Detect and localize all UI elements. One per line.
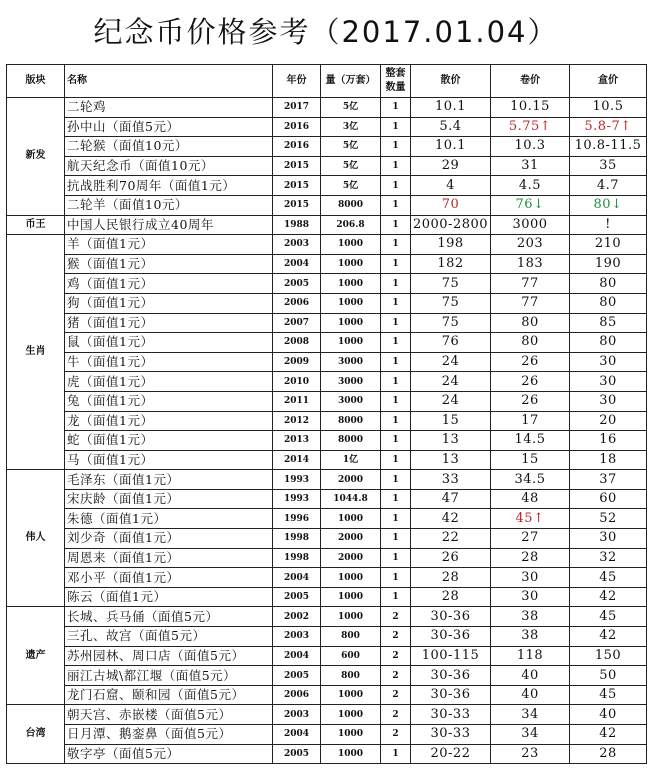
box-price-cell: 45 [570, 568, 647, 588]
box-price-cell: 80↓ [570, 195, 647, 215]
coin-name-cell: 孙中山（面值5元） [65, 117, 273, 137]
set-count-cell: 1 [381, 509, 411, 529]
quantity-cell: 1000 [321, 587, 381, 607]
table-row [7, 725, 647, 745]
year-cell: 2003 [273, 235, 321, 255]
loose-price-cell: 26 [411, 548, 491, 568]
set-count-cell: 2 [381, 705, 411, 725]
year-cell: 2006 [273, 685, 321, 705]
header-box-price: 盒价 [570, 65, 647, 98]
year-cell: 2007 [273, 313, 321, 333]
set-count-cell: 1 [381, 274, 411, 294]
year-cell: 1988 [273, 215, 321, 235]
box-price-cell: 10.8-11.5 [570, 137, 647, 157]
loose-price-cell: 30-36 [411, 607, 491, 627]
quantity-cell: 3000 [321, 372, 381, 392]
box-price-cell: 42 [570, 725, 647, 745]
header-quantity: 量（万套） [321, 65, 381, 98]
coin-name-cell: 朝天宫、赤嵌楼（面值5元） [65, 705, 273, 725]
year-cell: 2015 [273, 195, 321, 215]
box-price-cell: 35 [570, 156, 647, 176]
coin-name-cell: 陈云（面值1元） [65, 587, 273, 607]
coin-name-cell: 苏州园林、周口店（面值5元） [65, 646, 273, 666]
coin-name-cell: 猴（面值1元） [65, 254, 273, 274]
coin-name-cell: 邓小平（面值1元） [65, 568, 273, 588]
set-count-cell: 1 [381, 587, 411, 607]
quantity-cell: 800 [321, 666, 381, 686]
year-cell: 2004 [273, 646, 321, 666]
box-price-cell: 5.8-7↑ [570, 117, 647, 137]
set-count-cell: 2 [381, 666, 411, 686]
quantity-cell: 3000 [321, 391, 381, 411]
table-row [7, 587, 647, 607]
year-cell: 2005 [273, 587, 321, 607]
quantity-cell: 1000 [321, 725, 381, 745]
roll-price-cell: 4.5 [491, 176, 570, 196]
quantity-cell: 1000 [321, 705, 381, 725]
coin-name-cell: 虎（面值1元） [65, 372, 273, 392]
coin-name-cell: 刘少奇（面值1元） [65, 529, 273, 549]
set-count-cell: 1 [381, 254, 411, 274]
box-price-cell: 190 [570, 254, 647, 274]
box-price-cell: 18 [570, 450, 647, 470]
set-count-cell: 1 [381, 431, 411, 451]
table-row [7, 627, 647, 647]
table-row [7, 274, 647, 294]
roll-price-cell: 45↑ [491, 509, 570, 529]
set-count-cell: 1 [381, 98, 411, 118]
section-label: 币王 [7, 215, 65, 235]
table-row [7, 548, 647, 568]
price-table [6, 64, 647, 764]
header-name: 名称 [65, 65, 273, 98]
table-row [7, 529, 647, 549]
quantity-cell: 5亿 [321, 176, 381, 196]
table-row [7, 215, 647, 235]
quantity-cell: 2000 [321, 529, 381, 549]
set-count-cell: 1 [381, 195, 411, 215]
year-cell: 2004 [273, 568, 321, 588]
header-section: 版块 [7, 65, 65, 98]
coin-name-cell: 三孔、故宫（面值5元） [65, 627, 273, 647]
coin-name-cell: 丽江古城\都江堰（面值5元） [65, 666, 273, 686]
header-year: 年份 [273, 65, 321, 98]
box-price-cell: 80 [570, 293, 647, 313]
quantity-cell: 5亿 [321, 156, 381, 176]
year-cell: 2016 [273, 117, 321, 137]
box-price-cell: 30 [570, 372, 647, 392]
quantity-cell: 8000 [321, 195, 381, 215]
box-price-cell: 50 [570, 666, 647, 686]
roll-price-cell: 183 [491, 254, 570, 274]
table-row [7, 176, 647, 196]
set-count-cell: 1 [381, 529, 411, 549]
loose-price-cell: 13 [411, 450, 491, 470]
year-cell: 2015 [273, 176, 321, 196]
year-cell: 2017 [273, 98, 321, 118]
table-row [7, 568, 647, 588]
quantity-cell: 1000 [321, 509, 381, 529]
box-price-cell: 32 [570, 548, 647, 568]
roll-price-cell: 3000 [491, 215, 570, 235]
coin-name-cell: 敬字亭（面值5元） [65, 744, 273, 764]
year-cell: 2005 [273, 744, 321, 764]
quantity-cell: 2000 [321, 548, 381, 568]
box-price-cell: 20 [570, 411, 647, 431]
table-row [7, 489, 647, 509]
set-count-cell: 2 [381, 646, 411, 666]
box-price-cell: 37 [570, 470, 647, 490]
coin-name-cell: 抗战胜利70周年（面值1元） [65, 176, 273, 196]
coin-name-cell: 日月潭、鹅銮鼻（面值5元） [65, 725, 273, 745]
loose-price-cell: 29 [411, 156, 491, 176]
year-cell: 2010 [273, 372, 321, 392]
coin-name-cell: 马（面值1元） [65, 450, 273, 470]
coin-name-cell: 二轮鸡 [65, 98, 273, 118]
quantity-cell: 1亿 [321, 450, 381, 470]
year-cell: 2006 [273, 293, 321, 313]
roll-price-cell: 38 [491, 627, 570, 647]
box-price-cell: 52 [570, 509, 647, 529]
roll-price-cell: 38 [491, 607, 570, 627]
loose-price-cell: 75 [411, 274, 491, 294]
set-count-cell: 1 [381, 450, 411, 470]
box-price-cell: 80 [570, 333, 647, 353]
table-row [7, 372, 647, 392]
roll-price-cell: 203 [491, 235, 570, 255]
loose-price-cell: 10.1 [411, 98, 491, 118]
table-row [7, 411, 647, 431]
set-count-cell: 1 [381, 489, 411, 509]
table-row [7, 333, 647, 353]
table-row [7, 666, 647, 686]
set-count-cell: 1 [381, 176, 411, 196]
quantity-cell: 1000 [321, 235, 381, 255]
set-count-cell: 1 [381, 352, 411, 372]
quantity-cell: 3亿 [321, 117, 381, 137]
roll-price-cell: 48 [491, 489, 570, 509]
coin-name-cell: 长城、兵马俑（面值5元） [65, 607, 273, 627]
quantity-cell: 5亿 [321, 98, 381, 118]
box-price-cell: 30 [570, 391, 647, 411]
set-count-cell: 1 [381, 568, 411, 588]
coin-name-cell: 朱德（面值1元） [65, 509, 273, 529]
roll-price-cell: 40 [491, 666, 570, 686]
year-cell: 1998 [273, 529, 321, 549]
year-cell: 2004 [273, 254, 321, 274]
set-count-cell: 1 [381, 333, 411, 353]
coin-name-cell: 宋庆龄（面值1元） [65, 489, 273, 509]
quantity-cell: 5亿 [321, 137, 381, 157]
box-price-cell: 80 [570, 274, 647, 294]
coin-name-cell: 狗（面值1元） [65, 293, 273, 313]
set-count-cell: 1 [381, 156, 411, 176]
set-count-cell: 1 [381, 372, 411, 392]
quantity-cell: 1000 [321, 293, 381, 313]
roll-price-cell: 77 [491, 293, 570, 313]
table-row [7, 156, 647, 176]
loose-price-cell: 20-22 [411, 744, 491, 764]
year-cell: 1993 [273, 470, 321, 490]
year-cell: 2005 [273, 274, 321, 294]
loose-price-cell: 15 [411, 411, 491, 431]
year-cell: 2012 [273, 411, 321, 431]
roll-price-cell: 10.3 [491, 137, 570, 157]
section-label: 台湾 [7, 705, 65, 764]
year-cell: 1996 [273, 509, 321, 529]
roll-price-cell: 40 [491, 685, 570, 705]
year-cell: 2002 [273, 607, 321, 627]
set-count-cell: 2 [381, 685, 411, 705]
quantity-cell: 1044.8 [321, 489, 381, 509]
quantity-cell: 1000 [321, 274, 381, 294]
loose-price-cell: 22 [411, 529, 491, 549]
table-row [7, 646, 647, 666]
roll-price-cell: 34 [491, 705, 570, 725]
box-price-cell: 60 [570, 489, 647, 509]
quantity-cell: 206.8 [321, 215, 381, 235]
coin-name-cell: 鼠（面值1元） [65, 333, 273, 353]
set-count-cell: 1 [381, 391, 411, 411]
quantity-cell: 1000 [321, 333, 381, 353]
table-row [7, 705, 647, 725]
set-count-cell: 1 [381, 235, 411, 255]
box-price-cell: 30 [570, 529, 647, 549]
year-cell: 2015 [273, 156, 321, 176]
loose-price-cell: 28 [411, 568, 491, 588]
year-cell: 2016 [273, 137, 321, 157]
loose-price-cell: 30-36 [411, 627, 491, 647]
roll-price-cell: 14.5 [491, 431, 570, 451]
roll-price-cell: 31 [491, 156, 570, 176]
section-label: 生肖 [7, 235, 65, 470]
roll-price-cell: 77 [491, 274, 570, 294]
set-count-cell: 1 [381, 411, 411, 431]
year-cell: 2008 [273, 333, 321, 353]
table-row [7, 391, 647, 411]
roll-price-cell: 27 [491, 529, 570, 549]
box-price-cell: 45 [570, 685, 647, 705]
loose-price-cell: 28 [411, 587, 491, 607]
header-loose-price: 散价 [411, 65, 491, 98]
coin-name-cell: 鸡（面值1元） [65, 274, 273, 294]
year-cell: 1993 [273, 489, 321, 509]
coin-name-cell: 周恩来（面值1元） [65, 548, 273, 568]
loose-price-cell: 2000-2800 [411, 215, 491, 235]
box-price-cell: 16 [570, 431, 647, 451]
loose-price-cell: 30-33 [411, 705, 491, 725]
coin-name-cell: 毛泽东（面值1元） [65, 470, 273, 490]
set-count-cell: 2 [381, 725, 411, 745]
set-count-cell: 1 [381, 313, 411, 333]
loose-price-cell: 76 [411, 333, 491, 353]
box-price-cell: 28 [570, 744, 647, 764]
table-row [7, 607, 647, 627]
table-row [7, 744, 647, 764]
quantity-cell: 8000 [321, 431, 381, 451]
loose-price-cell: 33 [411, 470, 491, 490]
table-row [7, 685, 647, 705]
section-label: 伟人 [7, 470, 65, 607]
table-row [7, 137, 647, 157]
loose-price-cell: 24 [411, 391, 491, 411]
loose-price-cell: 42 [411, 509, 491, 529]
set-count-cell: 1 [381, 293, 411, 313]
box-price-cell: 150 [570, 646, 647, 666]
header-set-count: 整套数量 [381, 65, 411, 98]
box-price-cell: 210 [570, 235, 647, 255]
roll-price-cell: 28 [491, 548, 570, 568]
coin-name-cell: 龙（面值1元） [65, 411, 273, 431]
table-row [7, 98, 647, 118]
set-count-cell: 1 [381, 215, 411, 235]
quantity-cell: 3000 [321, 352, 381, 372]
set-count-cell: 1 [381, 470, 411, 490]
box-price-cell: ! [570, 215, 647, 235]
box-price-cell: 40 [570, 705, 647, 725]
table-row [7, 352, 647, 372]
coin-name-cell: 猪（面值1元） [65, 313, 273, 333]
roll-price-cell: 34 [491, 725, 570, 745]
coin-name-cell: 二轮羊（面值10元） [65, 195, 273, 215]
table-row [7, 431, 647, 451]
header-row [7, 65, 647, 98]
price-table-body [7, 98, 647, 764]
year-cell: 1998 [273, 548, 321, 568]
loose-price-cell: 182 [411, 254, 491, 274]
loose-price-cell: 4 [411, 176, 491, 196]
year-cell: 2004 [273, 725, 321, 745]
quantity-cell: 8000 [321, 411, 381, 431]
roll-price-cell: 80 [491, 333, 570, 353]
year-cell: 2003 [273, 705, 321, 725]
roll-price-cell: 26 [491, 391, 570, 411]
roll-price-cell: 118 [491, 646, 570, 666]
coin-name-cell: 航天纪念币（面值10元） [65, 156, 273, 176]
table-row [7, 509, 647, 529]
box-price-cell: 30 [570, 352, 647, 372]
coin-name-cell: 二轮猴（面值10元） [65, 137, 273, 157]
quantity-cell: 1000 [321, 568, 381, 588]
loose-price-cell: 70 [411, 195, 491, 215]
loose-price-cell: 5.4 [411, 117, 491, 137]
year-cell: 2013 [273, 431, 321, 451]
year-cell: 2009 [273, 352, 321, 372]
loose-price-cell: 75 [411, 293, 491, 313]
table-row [7, 235, 647, 255]
table-row [7, 195, 647, 215]
quantity-cell: 1000 [321, 607, 381, 627]
set-count-cell: 1 [381, 548, 411, 568]
table-row [7, 313, 647, 333]
box-price-cell: 85 [570, 313, 647, 333]
set-count-cell: 2 [381, 627, 411, 647]
box-price-cell: 42 [570, 627, 647, 647]
table-row [7, 450, 647, 470]
year-cell: 2011 [273, 391, 321, 411]
roll-price-cell: 17 [491, 411, 570, 431]
loose-price-cell: 13 [411, 431, 491, 451]
roll-price-cell: 30 [491, 568, 570, 588]
coin-name-cell: 龙门石窟、颐和园（面值5元） [65, 685, 273, 705]
loose-price-cell: 24 [411, 352, 491, 372]
section-label: 遗产 [7, 607, 65, 705]
quantity-cell: 2000 [321, 470, 381, 490]
loose-price-cell: 198 [411, 235, 491, 255]
box-price-cell: 4.7 [570, 176, 647, 196]
loose-price-cell: 30-33 [411, 725, 491, 745]
roll-price-cell: 76↓ [491, 195, 570, 215]
loose-price-cell: 75 [411, 313, 491, 333]
quantity-cell: 1000 [321, 685, 381, 705]
table-row [7, 293, 647, 313]
roll-price-cell: 23 [491, 744, 570, 764]
section-label: 新发 [7, 98, 65, 216]
roll-price-cell: 80 [491, 313, 570, 333]
table-row [7, 470, 647, 490]
header-roll-price: 卷价 [491, 65, 570, 98]
box-price-cell: 45 [570, 607, 647, 627]
coin-name-cell: 中国人民银行成立40周年 [65, 215, 273, 235]
coin-name-cell: 牛（面值1元） [65, 352, 273, 372]
loose-price-cell: 100-115 [411, 646, 491, 666]
loose-price-cell: 10.1 [411, 137, 491, 157]
year-cell: 2014 [273, 450, 321, 470]
box-price-cell: 10.5 [570, 98, 647, 118]
quantity-cell: 1000 [321, 313, 381, 333]
roll-price-cell: 15 [491, 450, 570, 470]
set-count-cell: 1 [381, 117, 411, 137]
roll-price-cell: 30 [491, 587, 570, 607]
set-count-cell: 1 [381, 744, 411, 764]
set-count-cell: 1 [381, 137, 411, 157]
quantity-cell: 600 [321, 646, 381, 666]
table-row [7, 254, 647, 274]
loose-price-cell: 47 [411, 489, 491, 509]
loose-price-cell: 30-36 [411, 685, 491, 705]
coin-name-cell: 羊（面值1元） [65, 235, 273, 255]
quantity-cell: 800 [321, 627, 381, 647]
roll-price-cell: 26 [491, 352, 570, 372]
set-count-cell: 2 [381, 607, 411, 627]
loose-price-cell: 30-36 [411, 666, 491, 686]
roll-price-cell: 34.5 [491, 470, 570, 490]
table-row [7, 117, 647, 137]
loose-price-cell: 24 [411, 372, 491, 392]
coin-name-cell: 兔（面值1元） [65, 391, 273, 411]
coin-name-cell: 蛇（面值1元） [65, 431, 273, 451]
roll-price-cell: 5.75↑ [491, 117, 570, 137]
quantity-cell: 1000 [321, 744, 381, 764]
box-price-cell: 42 [570, 587, 647, 607]
year-cell: 2005 [273, 666, 321, 686]
page-title: 纪念币价格参考（2017.01.04） [93, 15, 559, 49]
roll-price-cell: 26 [491, 372, 570, 392]
roll-price-cell: 10.15 [491, 98, 570, 118]
quantity-cell: 1000 [321, 254, 381, 274]
year-cell: 2003 [273, 627, 321, 647]
